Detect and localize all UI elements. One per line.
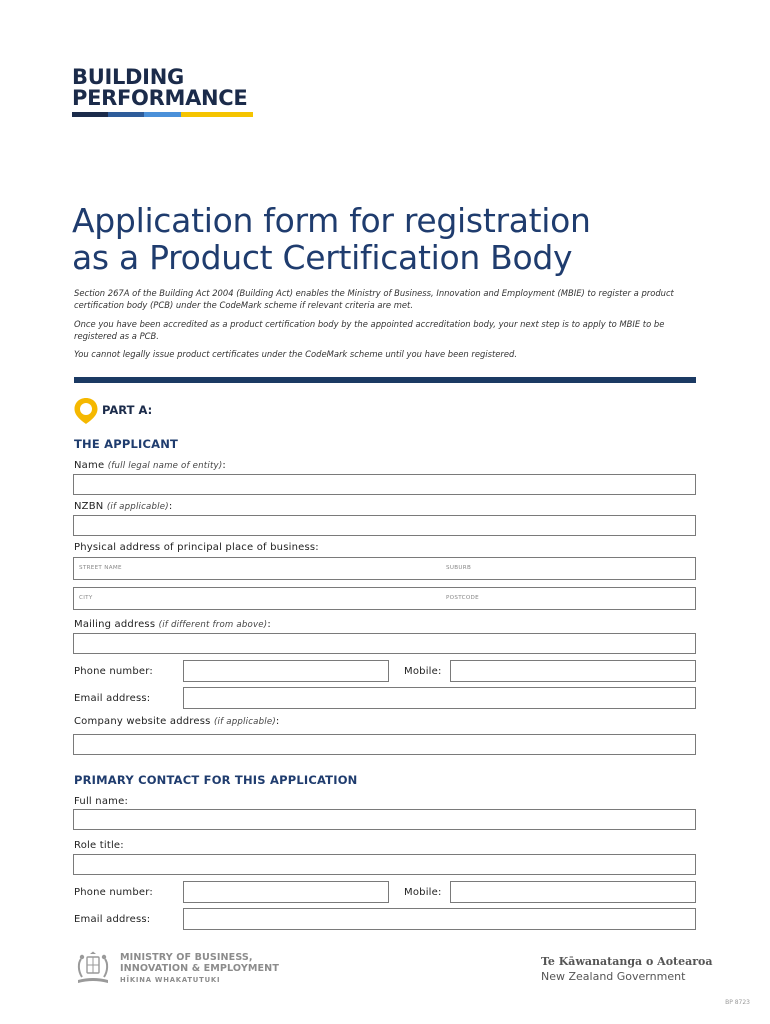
nz-coat-of-arms-icon bbox=[74, 951, 112, 985]
nzbn-label: NZBN (if applicable): bbox=[74, 501, 173, 512]
nz-government-maori: Te Kāwanatanga o Aotearoa bbox=[541, 955, 713, 968]
name-input[interactable] bbox=[73, 474, 696, 495]
website-label-text: Company website address bbox=[74, 716, 211, 727]
logo-bar-segment bbox=[181, 112, 217, 117]
email-input[interactable] bbox=[183, 687, 696, 709]
mobile-label: Mobile: bbox=[404, 666, 442, 677]
primary-contact-heading: PRIMARY CONTACT FOR THIS APPLICATION bbox=[74, 773, 358, 787]
mbie-line-1: MINISTRY OF BUSINESS, bbox=[120, 952, 253, 963]
contact-mobile-label: Mobile: bbox=[404, 887, 442, 898]
contact-email-label: Email address: bbox=[74, 914, 151, 925]
intro-paragraph-3: You cannot legally issue product certificates under the CodeMark scheme until you have been registered. bbox=[74, 349, 517, 359]
mbie-maori-name: HĪKINA WHAKATUTUKI bbox=[120, 976, 221, 984]
mbie-logo bbox=[74, 951, 279, 985]
section-divider bbox=[74, 377, 696, 383]
street-name-caption: STREET NAME bbox=[79, 565, 122, 571]
mobile-input[interactable] bbox=[450, 660, 696, 682]
contact-phone-label: Phone number: bbox=[74, 887, 153, 898]
name-hint: (full legal name of entity) bbox=[107, 461, 223, 471]
logo-line-2: PERFORMANCE bbox=[72, 86, 248, 110]
intro-paragraph-2: Once you have been accredited as a product certification body by the appointed accreditation body, your next step is to apply to MBIE to be registered as a PCB. bbox=[74, 319, 665, 341]
building-performance-logo bbox=[72, 67, 253, 117]
mbie-line-2: INNOVATION & EMPLOYMENT bbox=[120, 963, 279, 974]
nzbn-input[interactable] bbox=[73, 515, 696, 536]
intro-paragraph-1: Section 267A of the Building Act 2004 (Building Act) enables the Ministry of Business, Innovation and Employment (MBIE) to register a product certification body (PCB) under the CodeMark scheme if relevant criteria are met. bbox=[74, 288, 674, 310]
nzbn-hint: (if applicable) bbox=[106, 502, 169, 512]
phone-label: Phone number: bbox=[74, 666, 153, 677]
mailing-label-text: Mailing address bbox=[74, 619, 156, 630]
website-input[interactable] bbox=[73, 734, 696, 755]
name-label-text: Name bbox=[74, 460, 105, 471]
suburb-caption: SUBURB bbox=[446, 565, 472, 571]
mailing-address-label: Mailing address (if different from above): bbox=[74, 619, 271, 630]
contact-email-input[interactable] bbox=[183, 908, 696, 930]
website-hint: (if applicable) bbox=[213, 717, 276, 727]
contact-mobile-input[interactable] bbox=[450, 881, 696, 903]
contact-phone-input[interactable] bbox=[183, 881, 389, 903]
location-pin-icon bbox=[73, 397, 99, 425]
website-label: Company website address (if applicable): bbox=[74, 716, 280, 727]
mailing-hint: (if different from above) bbox=[158, 620, 268, 630]
title-line-2: as a Product Certification Body bbox=[72, 238, 573, 277]
role-title-label: Role title: bbox=[74, 840, 124, 851]
name-label: Name (full legal name of entity): bbox=[74, 460, 226, 471]
logo-bar-segment bbox=[72, 112, 108, 117]
title-line-1: Application form for registration bbox=[72, 201, 591, 240]
physical-address-label: Physical address of principal place of business: bbox=[74, 542, 319, 553]
applicant-heading: THE APPLICANT bbox=[74, 437, 179, 451]
logo-line-1: BUILDING bbox=[72, 65, 184, 89]
role-title-input[interactable] bbox=[73, 854, 696, 875]
city-caption: CITY bbox=[79, 595, 93, 601]
email-label: Email address: bbox=[74, 693, 151, 704]
logo-bar-segment bbox=[217, 112, 253, 117]
street-suburb-input[interactable] bbox=[73, 557, 696, 580]
logo-bar-segment bbox=[144, 112, 180, 117]
city-postcode-input[interactable] bbox=[73, 587, 696, 610]
form-code: BP 8723 bbox=[725, 999, 750, 1006]
full-name-label: Full name: bbox=[74, 796, 129, 807]
nzbn-label-text: NZBN bbox=[74, 501, 104, 512]
logo-color-bar bbox=[72, 112, 253, 117]
nz-government-english: New Zealand Government bbox=[541, 970, 686, 983]
part-a-label: PART A: bbox=[102, 403, 153, 417]
mailing-address-input[interactable] bbox=[73, 633, 696, 654]
nz-government-logo bbox=[541, 955, 713, 983]
page-title bbox=[72, 202, 591, 276]
phone-input[interactable] bbox=[183, 660, 389, 682]
full-name-input[interactable] bbox=[73, 809, 696, 830]
mbie-wordmark bbox=[120, 952, 279, 984]
logo-bar-segment bbox=[108, 112, 144, 117]
postcode-caption: POSTCODE bbox=[446, 595, 479, 601]
